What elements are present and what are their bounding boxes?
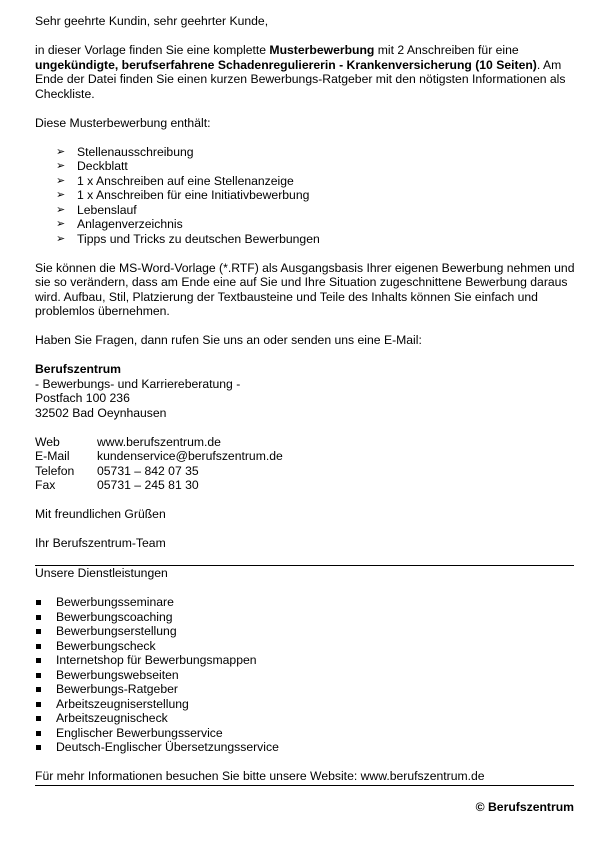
arrow-bullet-icon: ➢	[56, 145, 66, 158]
contents-heading: Diese Musterbewerbung enthält:	[35, 115, 211, 130]
contents-list	[35, 145, 575, 247]
usage-paragraph: Sie können die MS-Word-Vorlage (*.RTF) als Ausgangsbasis Ihrer eigenen Bewerbung nehmen und sie so verändern, dass am Ende eine auf Sie und Ihre Situation zugeschnittene Bewerbung daraus wird. Aufbau, Stil, Platzierung der Textbausteine und Teile des Inhalts können Sie einfach und problemlos übernehmen.	[35, 260, 575, 318]
square-bullet-icon	[36, 658, 41, 663]
list-item: ➢ Lebenslauf	[56, 202, 137, 217]
services-list	[35, 595, 575, 755]
square-bullet-icon	[36, 687, 41, 692]
company-street: Postfach 100 236	[35, 391, 130, 405]
list-item: ➢ Deckblatt	[56, 159, 128, 173]
list-item: ➢ Anlagenverzeichnis	[56, 217, 183, 231]
copyright: © Berufszentrum	[475, 799, 574, 814]
list-item: Bewerbungscoaching	[35, 610, 575, 625]
arrow-bullet-icon: ➢	[56, 160, 66, 172]
square-bullet-icon	[36, 716, 41, 721]
contact-key: Web	[35, 434, 60, 449]
email-link[interactable]: kundenservice@berufszentrum.de	[97, 449, 283, 463]
list-item: ➢ 1 x Anschreiben für eine Initiativbewerbung	[56, 188, 310, 202]
arrow-bullet-icon: ➢	[56, 203, 66, 216]
arrow-bullet-icon: ➢	[56, 232, 66, 245]
contact-row-fax	[35, 478, 575, 493]
contact-row-phone	[35, 464, 575, 479]
arrow-bullet-icon: ➢	[56, 189, 66, 201]
contact-row-web	[35, 435, 575, 450]
arrow-bullet-icon: ➢	[56, 218, 66, 230]
company-address	[35, 362, 575, 420]
intro-bold-2: ungekündigte, berufserfahrene Schadenreguliererin - Krankenversicherung (10 Seiten)	[35, 57, 537, 72]
intro-paragraph	[35, 43, 575, 101]
company-city: 32502 Bad Oeynhausen	[35, 405, 167, 420]
closing: Mit freundlichen Grüßen	[35, 507, 166, 521]
fax-number: 05731 – 245 81 30	[97, 478, 199, 492]
square-bullet-icon	[36, 644, 41, 649]
phone-number: 05731 – 842 07 35	[97, 463, 199, 478]
list-item: ➢ Stellenausschreibung	[56, 144, 194, 159]
signature: Ihr Berufszentrum-Team	[35, 536, 166, 550]
intro-bold-1: Musterbewerbung	[269, 43, 375, 57]
list-item: Arbeitszeugniserstellung	[35, 697, 575, 712]
list-item: Bewerbungswebseiten	[35, 668, 575, 683]
square-bullet-icon	[36, 629, 41, 634]
questions-paragraph: Haben Sie Fragen, dann rufen Sie uns an oder senden uns eine E-Mail:	[35, 333, 422, 347]
list-item: Internetshop für Bewerbungsmappen	[35, 653, 575, 668]
contact-key: E-Mail	[35, 449, 70, 463]
list-item: Bewerbungscheck	[35, 639, 575, 654]
list-item: Bewerbungsseminare	[35, 595, 575, 610]
intro-text-3: . Am Ende der Datei finden Sie einen kurzen Bewerbungs-Ratgeber mit den nötigsten Informationen als Checkliste.	[35, 57, 566, 101]
greeting: Sehr geehrte Kundin, sehr geehrter Kunde,	[35, 14, 269, 28]
intro-text-2: mit 2 Anschreiben für eine	[374, 43, 519, 57]
contact-key: Telefon	[35, 463, 75, 478]
list-item: ➢ 1 x Anschreiben auf eine Stellenanzeige	[56, 173, 294, 188]
contact-block	[35, 435, 575, 493]
list-item: Deutsch-Englischer Übersetzungsservice	[35, 740, 575, 755]
list-item: ➢ Tipps und Tricks zu deutschen Bewerbungen	[56, 231, 320, 246]
contact-key: Fax	[35, 478, 56, 492]
web-link[interactable]: www.berufszentrum.de	[97, 434, 221, 449]
company-name: Berufszentrum	[35, 362, 122, 376]
arrow-bullet-icon: ➢	[56, 174, 66, 187]
contact-row-email	[35, 449, 575, 464]
company-tagline: - Bewerbungs- und Karriereberatung -	[35, 376, 241, 391]
square-bullet-icon	[36, 615, 41, 620]
more-info-text: Für mehr Informationen besuchen Sie bitte unsere Website: www.berufszentrum.de	[35, 769, 485, 783]
list-item: Bewerbungs-Ratgeber	[35, 682, 575, 697]
intro-text-1: in dieser Vorlage finden Sie eine komplette	[35, 43, 270, 57]
services-heading: Unsere Dienstleistungen	[35, 566, 168, 580]
square-bullet-icon	[36, 731, 41, 736]
document-page	[35, 14, 575, 814]
list-item: Arbeitszeugnischeck	[35, 711, 575, 726]
list-item: Bewerbungserstellung	[35, 624, 575, 639]
square-bullet-icon	[36, 702, 41, 707]
list-item: Englischer Bewerbungsservice	[35, 726, 575, 741]
square-bullet-icon	[36, 745, 41, 750]
square-bullet-icon	[36, 673, 41, 678]
square-bullet-icon	[36, 600, 41, 605]
